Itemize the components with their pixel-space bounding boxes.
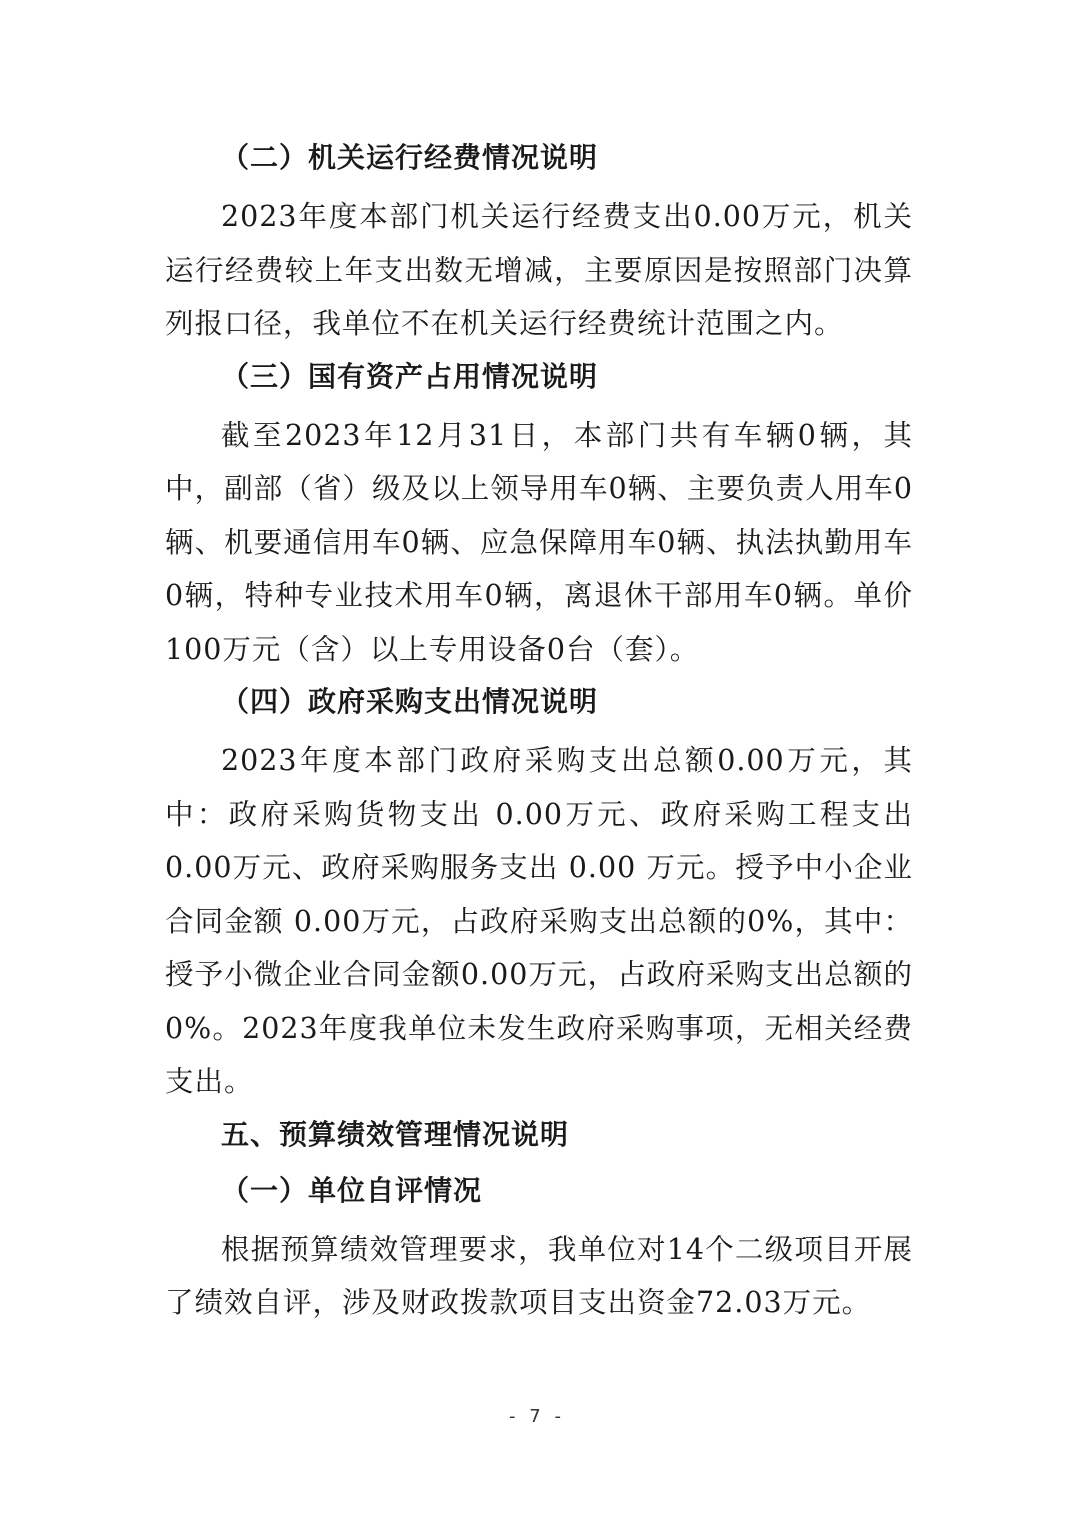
heading-self-evaluation: （一）单位自评情况: [221, 1173, 483, 1207]
para-state-assets: 截至2023年12月31日，本部门共有车辆0辆，其中，副部（省）级及以上领导用车0辆、主要负责人用车0辆、机要通信用车0辆、应急保障用车0辆、执法执勤用车0辆，特种专业技术用车0辆，离退休干部用车0辆。单价100万元（含）以上专用设备0台（套）。: [165, 418, 913, 666]
heading-gov-procurement: （四）政府采购支出情况说明: [221, 685, 599, 718]
heading-state-assets: （三）国有资产占用情况说明: [221, 359, 599, 393]
para-self-evaluation: 根据预算绩效管理要求，我单位对14个二级项目开展了绩效自评，涉及财政拨款项目支出资金72.03万元。: [165, 1232, 913, 1319]
para-gov-procurement: 2023年度本部门政府采购支出总额0.00万元，其中：政府采购货物支出 0.00万元、政府采购工程支出 0.00万元、政府采购服务支出 0.00 万元。授予中小企业合同金额 0.00万元，占政府采购支出总额的0%，其中：授予小微企业合同金额0.00万元，占政府采购支出总额的0%。2023年度我单位未发生政府采购事项，无相关经费支出。: [165, 744, 913, 1098]
document-body: [165, 134, 913, 1332]
heading-operating-expenses: （二）机关运行经费情况说明: [221, 141, 599, 174]
para-operating-expenses: 2023年度本部门机关运行经费支出0.00万元，机关运行经费较上年支出数无增减，主要原因是按照部门决算列报口径，我单位不在机关运行经费统计范围之内。: [165, 200, 913, 340]
heading-performance-management: 五、预算绩效管理情况说明: [221, 1117, 570, 1151]
page-number: - 7 -: [509, 1406, 565, 1427]
